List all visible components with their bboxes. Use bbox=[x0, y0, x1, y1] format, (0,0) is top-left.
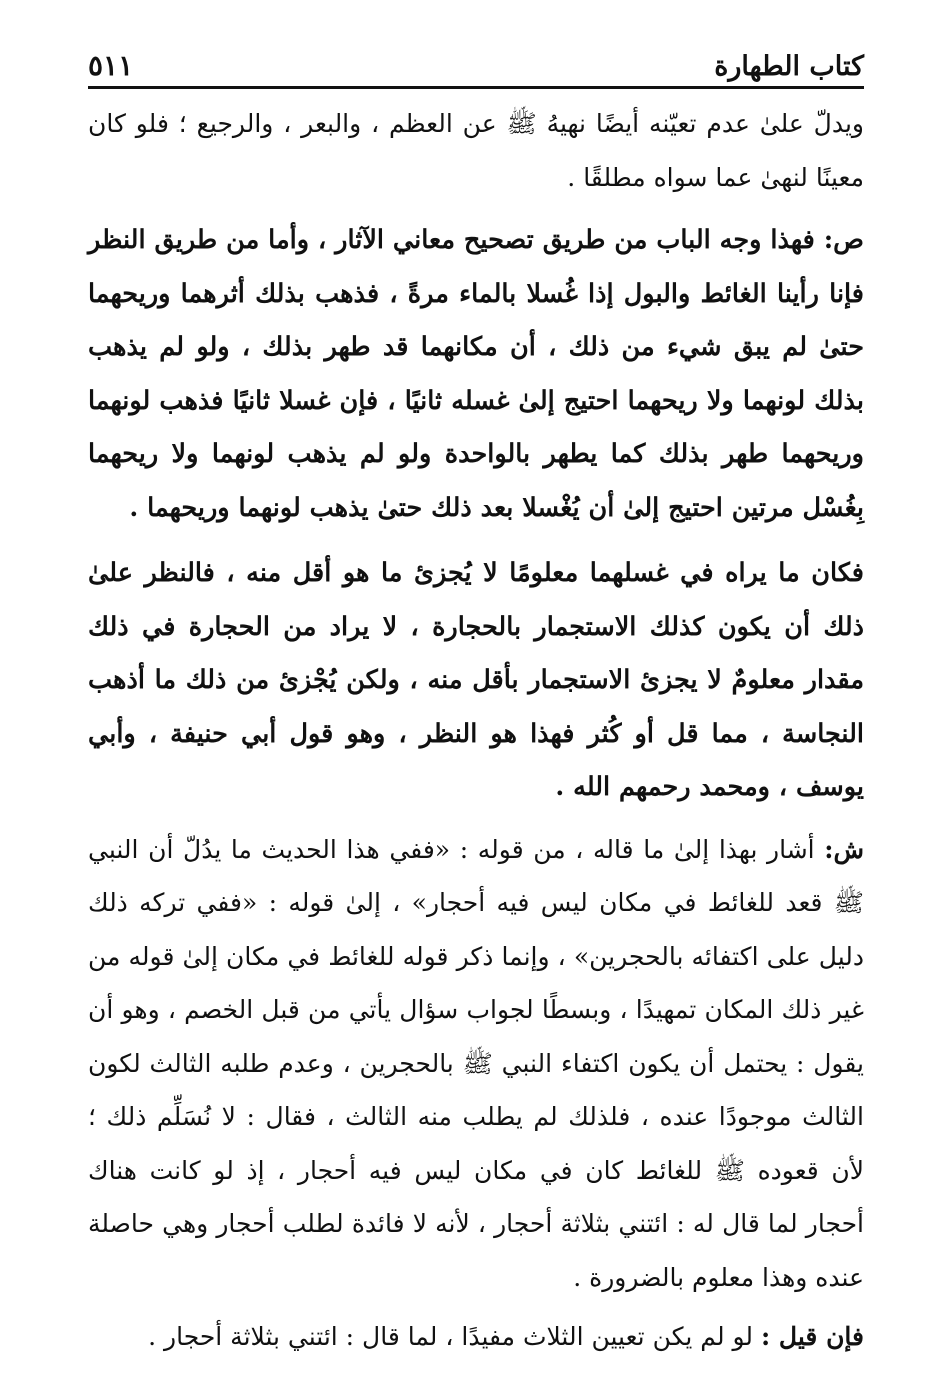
paragraph-2 bbox=[88, 214, 864, 535]
paragraph-3 bbox=[88, 547, 864, 815]
paragraph-4-text: أشار بهذا إلىٰ ما قاله ، من قوله : «ففي هذا الحديث ما يدُلّ أن النبي ﷺ قعد للغائط في مكان ليس فيه أحجار» ، إلىٰ قوله : «ففي تركه ذلك دليل على اكتفائه بالحجرين» ، وإنما ذكر قوله للغائط في مكان إلىٰ قوله من غير ذلك المكان تمهيدًا ، وبسطًا لجواب سؤال يأتي من قبل الخصم ، وهو أن يقول : يحتمل أن يكون اكتفاء النبي ﷺ بالحجرين ، وعدم طلبه الثالث لكون الثالث موجودًا عنده ، فلذلك لم يطلب منه الثالث ، فقال : لا نُسَلِّم ذلك ؛ لأن قعوده ﷺ للغائط كان في مكان ليس فيه أحجار ، إذ لو كانت هناك أحجار لما قال له : ائتني بثلاثة أحجار ، لأنه لا فائدة لطلب أحجار وهي حاصلة عنده وهذا معلوم بالضرورة . bbox=[88, 834, 864, 1292]
paragraph-4-lead: ش: bbox=[824, 834, 864, 864]
paragraph-5-text: لو لم يكن تعيين الثلاث مفيدًا ، لما قال : ائتني بثلاثة أحجار . bbox=[148, 1322, 754, 1351]
chapter-title: كتاب الطهارة bbox=[714, 51, 864, 82]
page-number: ٥١١ bbox=[88, 49, 134, 82]
paragraph-1 bbox=[88, 97, 864, 204]
paragraph-5-lead: فإن قيل : bbox=[761, 1322, 864, 1351]
book-page bbox=[88, 38, 864, 1364]
paragraph-2-text: فهذا وجه الباب من طريق تصحيح معاني الآثار ، وأما من طريق النظر فإنا رأينا الغائط والبول إذا غُسلا بالماء مرةً ، فذهب بذلك أثرهما وريحهما حتىٰ لم يبق شيء من ذلك ، أن مكانهما قد طهر بذلك ، ولو لم يذهب بذلك لونهما ولا ريحهما احتيج إلىٰ غسله ثانيًا ، فإن غسلا ثانيًا فذهب لونهما وريحهما طهر بذلك كما يطهر بالواحدة ولو لم يذهب لونهما ولا ريحهما بِغُسْل مرتين احتيج إلىٰ أن يُغْسلا بعد ذلك حتىٰ يذهب لونهما وريحهما . bbox=[88, 225, 864, 523]
paragraph-4 bbox=[88, 823, 864, 1305]
paragraph-1-text: ويدلّ علىٰ عدم تعيّنه أيضًا نهيهُ ﷺ عن العظم ، والبعر ، والرجيع ؛ فلو كان معينًا لنهىٰ عما سواه مطلقًا . bbox=[88, 109, 864, 192]
paragraph-2-lead: ص: bbox=[823, 225, 864, 255]
paragraph-3-text: فكان ما يراه في غسلهما معلومًا لا يُجزئ ما هو أقل منه ، فالنظر علىٰ ذلك أن يكون كذلك الاستجمار بالحجارة ، لا يراد من الحجارة في ذلك مقدار معلومٌ لا يجزئ الاستجمار بأقل منه ، ولكن يُجْزئ من ذلك ما أذهب النجاسة ، مما قل أو كُثر فهذا هو النظر ، وهو قول أبي حنيفة ، وأبي يوسف ، ومحمد رحمهم الله . bbox=[88, 558, 864, 802]
page-header bbox=[88, 38, 864, 89]
paragraph-5 bbox=[88, 1310, 864, 1364]
